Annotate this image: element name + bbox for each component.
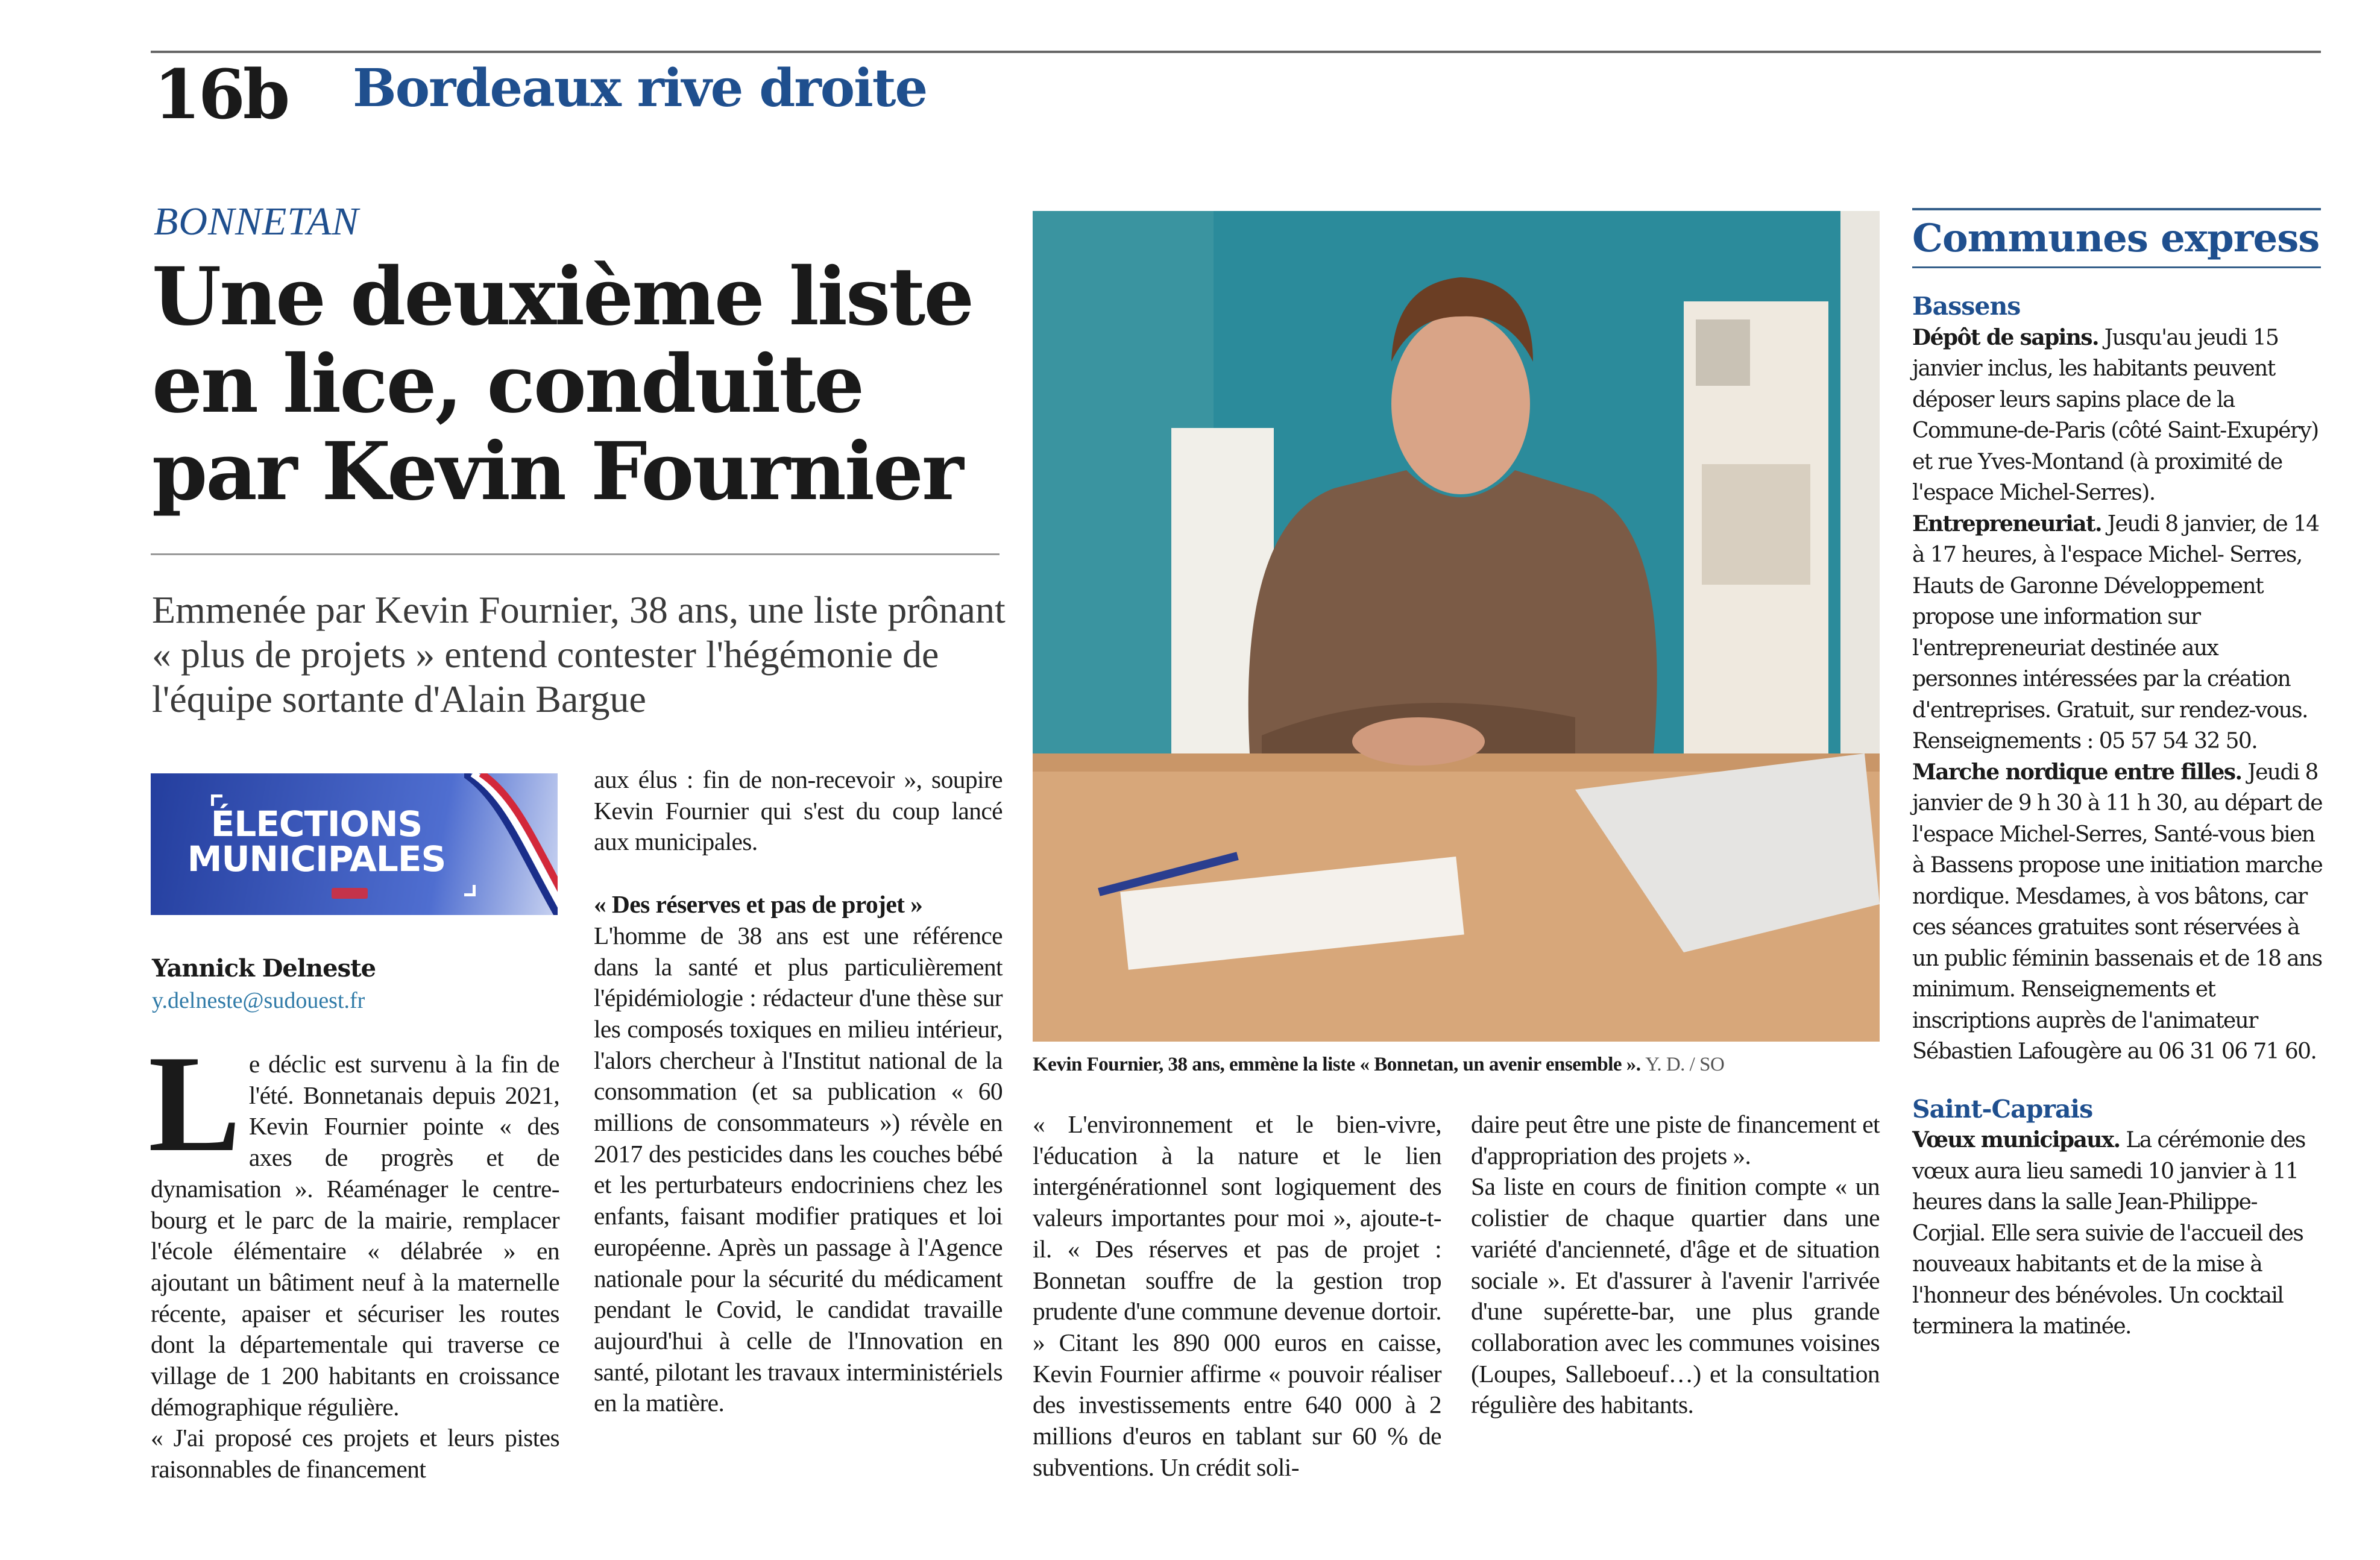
caption-text: Kevin Fournier, 38 ans, emmène la liste « Bonnetan, un avenir ensemble ».	[1033, 1054, 1641, 1075]
sidebar-title-rule	[1912, 266, 2321, 268]
portrait-photo-illustration	[1033, 211, 1880, 1042]
town-heading: Bassens	[1912, 292, 2021, 321]
drop-cap: L	[148, 1027, 241, 1180]
brief-title: Marche nordique entre filles.	[1912, 759, 2242, 785]
banner-line: MUNICIPALES	[187, 838, 446, 879]
banner-line: ÉLECTIONS	[210, 804, 423, 844]
author-email-link[interactable]: y.delneste@sudouest.fr	[152, 988, 365, 1013]
article-deck: Emmenée par Kevin Fournier, 38 ans, une liste prônant « plus de projets » entend contester l'hégémonie de l'équipe sortante d'Alain Bargue	[152, 588, 1006, 720]
page-number: 16b	[154, 55, 288, 134]
headline-line: Une deuxième liste	[152, 250, 973, 344]
section-title: Bordeaux rive droite	[353, 58, 927, 119]
author-name: Yannick Delneste	[152, 954, 376, 983]
brief-text: Jusqu'au jeudi 15 janvier inclus, les habitants peuvent déposer leurs sapins place de la Commune-de-Paris (côté Saint-Exupéry) et rue Yves-Montand (à proximité de l'espace Michel-Serres).	[1912, 325, 2319, 505]
paragraph: « J'ai proposé ces projets et leurs pistes raisonnables de financement	[151, 1424, 559, 1483]
article-headline	[152, 250, 1008, 518]
brief-title: Dépôt de sapins.	[1912, 324, 2098, 350]
paragraph: daire peut être une piste de financement et d'appropriation des projets ».	[1471, 1110, 1880, 1169]
headline-divider	[151, 553, 1000, 555]
article-column-2	[594, 764, 1003, 1419]
paragraph: aux élus : fin de non-recevoir », soupire Kevin Fournier qui s'est du coup lancé aux municipales.	[594, 766, 1003, 856]
headline-line: par Kevin Fournier	[152, 425, 962, 518]
banner-red-bar	[332, 888, 368, 899]
brief-item	[1912, 757, 2328, 1068]
elections-banner	[151, 773, 558, 915]
sidebar-title: Communes express	[1912, 216, 2320, 261]
sidebar-top-rule	[1912, 208, 2321, 210]
photo-caption	[1033, 1054, 1880, 1076]
brief-text: La cérémonie des vœux aura lieu samedi 10 janvier à 11 heures dans la salle Jean-Philippe-Corjial. Elle sera suivie de l'accueil des nouveaux habitants et de la mise à l'honneur des bénévoles. Un cocktail terminera la matinée.	[1912, 1128, 2305, 1339]
paragraph: L'homme de 38 ans est une référence dans la santé et plus particulièrement l'épidémiologie : rédacteur d'une thèse sur les composés toxiques en milieu intérieur, l'alors chercheur à l'Institut national de la consommation (et sa publication « 60 millions de consommateurs ») révèle en 2017 des pesticides dans les couches bébé et les perturbateurs endocriniens chez les enfants, faisant modifier pratiques et loi européenne. Après un passage à l'Agence nationale pour la sécurité du médicament pendant le Covid, le candidat travaille aujourd'hui à celle de l'Innovation en santé, pilotant les travaux interministériels en la matière.	[594, 921, 1003, 1417]
photo-credit: Y. D. / SO	[1645, 1054, 1725, 1075]
town-heading: Saint-Caprais	[1912, 1094, 2093, 1124]
article-kicker: BONNETAN	[154, 200, 359, 244]
article-column-1	[148, 1027, 559, 1485]
top-rule	[151, 51, 2321, 53]
brief-text: Jeudi 8 janvier, de 14 à 17 heures, à l'espace Michel- Serres, Hauts de Garonne Développement propose une information sur l'entrepreneuriat destinée aux personnes intéressées par la création d'entreprises. Gratuit, sur rendez-vous. Renseignements : 05 57 54 32 50.	[1912, 511, 2319, 753]
tricolor-ribbon-icon	[464, 773, 558, 915]
brief-title: Entrepreneuriat.	[1912, 511, 2101, 536]
paragraph: Sa liste en cours de finition compte « un colistier de chaque quartier dans une variété d'ancienneté, d'âge et de situation sociale ». Et d'assurer à l'avenir l'arrivée d'une supérette-bar, une plus grande collaboration avec les communes voisines (Loupes, Salleboeuf…) et la consultation régulière des habitants.	[1471, 1172, 1880, 1419]
headline-line: en lice, conduite	[152, 338, 863, 431]
article-photo	[1033, 211, 1880, 1042]
banner-text	[187, 804, 446, 879]
brief-item	[1912, 1125, 2328, 1342]
brief-item	[1912, 509, 2328, 757]
brief-item	[1912, 322, 2328, 509]
paragraph: « L'environnement et le bien-vivre, l'éducation à la nature et le lien intergénérationnel sont logiquement des valeurs importantes pour moi », ajoute-t-il. « Des réserves et pas de projet : Bonnetan souffre de la gestion trop prudente d'une commune devenue dortoir. » Citant les 890 000 euros en caisse, Kevin Fournier affirme « pouvoir réaliser des investissements entre 640 000 à 2 millions d'euros en tablant sur 60 % de subventions. Un crédit soli-	[1033, 1110, 1441, 1481]
sidebar-briefs	[1912, 291, 2328, 1342]
paragraph: e déclic est survenu à la fin de l'été. Bonnetanais depuis 2021, Kevin Fournier pointe « des axes de progrès et de dynamisation ». Réaménager le centre-bourg et le parc de la mairie, remplacer l'école élémentaire « délabrée » en ajoutant un bâtiment neuf à la maternelle récente, apaiser et sécuriser les routes dont la départementale qui traverse ce village de 1 200 habitants en croissance démographique régulière.	[151, 1050, 559, 1421]
article-subhead: « Des réserves et pas de projet »	[594, 890, 923, 919]
article-column-4	[1471, 1109, 1880, 1421]
brief-text: Jeudi 8 janvier de 9 h 30 à 11 h 30, au départ de l'espace Michel-Serres, Santé-vous bien à Bassens propose une initiation marche nordique. Mesdames, à vos bâtons, car ces séances gratuites sont réservées à un public féminin bassenais et de 18 ans minimum. Renseignements et inscriptions auprès de l'animateur Sébastien Lafougère au 06 31 06 71 60.	[1912, 760, 2323, 1064]
brief-title: Vœux municipaux.	[1912, 1127, 2120, 1153]
article-column-3	[1033, 1109, 1441, 1483]
